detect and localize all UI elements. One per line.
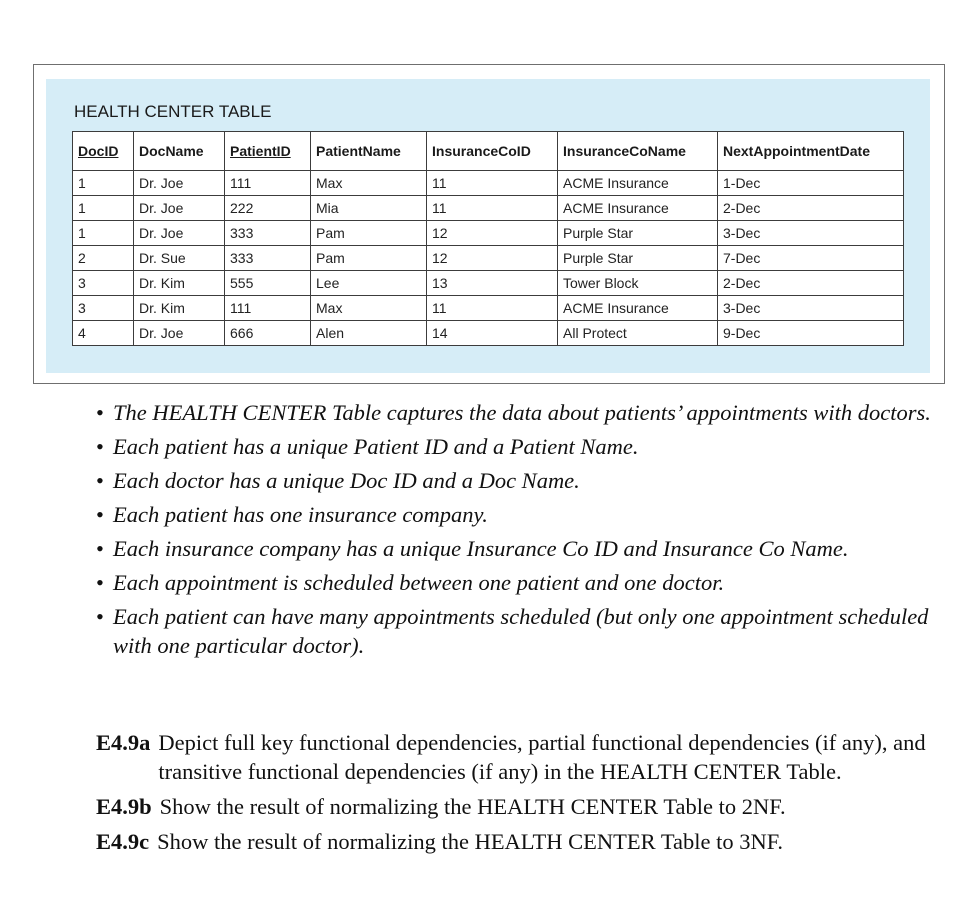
table-cell: Dr. Kim — [134, 271, 225, 296]
table-row — [73, 196, 904, 221]
exercise-label: E4.9a — [96, 730, 151, 755]
table-cell: Dr. Joe — [134, 221, 225, 246]
table-cell: Dr. Joe — [134, 196, 225, 221]
list-item: • Each appointment is scheduled between one patient and one doctor. — [96, 568, 956, 597]
exercise-text: Show the result of normalizing the HEALTH CENTER Table to 3NF. — [157, 829, 784, 854]
assumptions-list — [96, 398, 956, 665]
table-cell: 1-Dec — [718, 171, 904, 196]
table-cell: 3-Dec — [718, 221, 904, 246]
list-item: • The HEALTH CENTER Table captures the data about patients’ appointments with doctors. — [96, 398, 956, 427]
table-cell: 14 — [427, 321, 558, 346]
table-cell: Pam — [311, 246, 427, 271]
column-header: PatientName — [311, 132, 427, 171]
column-header: InsuranceCoID — [427, 132, 558, 171]
list-item: • Each patient has a unique Patient ID and a Patient Name. — [96, 432, 956, 461]
table-row — [73, 296, 904, 321]
figure-panel — [46, 79, 930, 373]
table-cell: ACME Insurance — [558, 196, 718, 221]
column-header: DocID — [73, 132, 134, 171]
table-cell: 11 — [427, 296, 558, 321]
table-row — [73, 171, 904, 196]
table-cell: Dr. Sue — [134, 246, 225, 271]
table-cell: 666 — [225, 321, 311, 346]
table-cell: 222 — [225, 196, 311, 221]
table-cell: Pam — [311, 221, 427, 246]
table-cell: 111 — [225, 296, 311, 321]
table-cell: Lee — [311, 271, 427, 296]
table-cell: 555 — [225, 271, 311, 296]
table-cell: 2-Dec — [718, 271, 904, 296]
table-cell: Dr. Joe — [134, 171, 225, 196]
table-cell: 111 — [225, 171, 311, 196]
table-row — [73, 321, 904, 346]
list-item: • Each patient can have many appointments scheduled (but only one appointment scheduled with one particular doctor). — [96, 602, 956, 660]
table-cell: 3 — [73, 296, 134, 321]
table-cell: 333 — [225, 246, 311, 271]
table-cell: 4 — [73, 321, 134, 346]
table-cell: 9-Dec — [718, 321, 904, 346]
table-row — [73, 271, 904, 296]
table-row — [73, 221, 904, 246]
table-cell: ACME Insurance — [558, 171, 718, 196]
table-cell: 11 — [427, 171, 558, 196]
table-cell: 3-Dec — [718, 296, 904, 321]
table-cell: Dr. Kim — [134, 296, 225, 321]
table-cell: 333 — [225, 221, 311, 246]
table-cell: ACME Insurance — [558, 296, 718, 321]
table-row — [73, 246, 904, 271]
exercise-list — [96, 728, 956, 862]
table-cell: 11 — [427, 196, 558, 221]
exercise-item — [96, 827, 956, 856]
table-cell: Purple Star — [558, 221, 718, 246]
column-header: NextAppointmentDate — [718, 132, 904, 171]
exercise-label: E4.9c — [96, 829, 150, 854]
table-cell: 12 — [427, 221, 558, 246]
table-cell: 1 — [73, 221, 134, 246]
table-cell: 1 — [73, 196, 134, 221]
list-item: • Each patient has one insurance company. — [96, 500, 956, 529]
table-cell: Dr. Joe — [134, 321, 225, 346]
table-cell: 2 — [73, 246, 134, 271]
table-cell: Tower Block — [558, 271, 718, 296]
table-header-row — [73, 132, 904, 171]
health-center-table — [72, 131, 904, 346]
column-header: InsuranceCoName — [558, 132, 718, 171]
table-cell: Purple Star — [558, 246, 718, 271]
table-cell: Max — [311, 296, 427, 321]
exercise-label: E4.9b — [96, 794, 152, 819]
column-header: PatientID — [225, 132, 311, 171]
table-cell: 2-Dec — [718, 196, 904, 221]
table-cell: 13 — [427, 271, 558, 296]
table-cell: Max — [311, 171, 427, 196]
exercise-text: Show the result of normalizing the HEALTH CENTER Table to 2NF. — [159, 794, 786, 819]
table-cell: 1 — [73, 171, 134, 196]
table-title: HEALTH CENTER TABLE — [74, 102, 272, 121]
table-cell: 12 — [427, 246, 558, 271]
table-cell: All Protect — [558, 321, 718, 346]
column-header: DocName — [134, 132, 225, 171]
table-cell: 7-Dec — [718, 246, 904, 271]
table-cell: Alen — [311, 321, 427, 346]
exercise-text: Depict full key functional dependencies, partial functional dependencies (if any), and transitive functional dependencies (if any) in the HEALTH CENTER Table. — [158, 730, 926, 784]
list-item: • Each insurance company has a unique Insurance Co ID and Insurance Co Name. — [96, 534, 956, 563]
exercise-item — [96, 792, 956, 821]
list-item: • Each doctor has a unique Doc ID and a Doc Name. — [96, 466, 956, 495]
table-cell: 3 — [73, 271, 134, 296]
exercise-item — [96, 728, 956, 786]
figure-frame — [33, 64, 945, 384]
table-cell: Mia — [311, 196, 427, 221]
